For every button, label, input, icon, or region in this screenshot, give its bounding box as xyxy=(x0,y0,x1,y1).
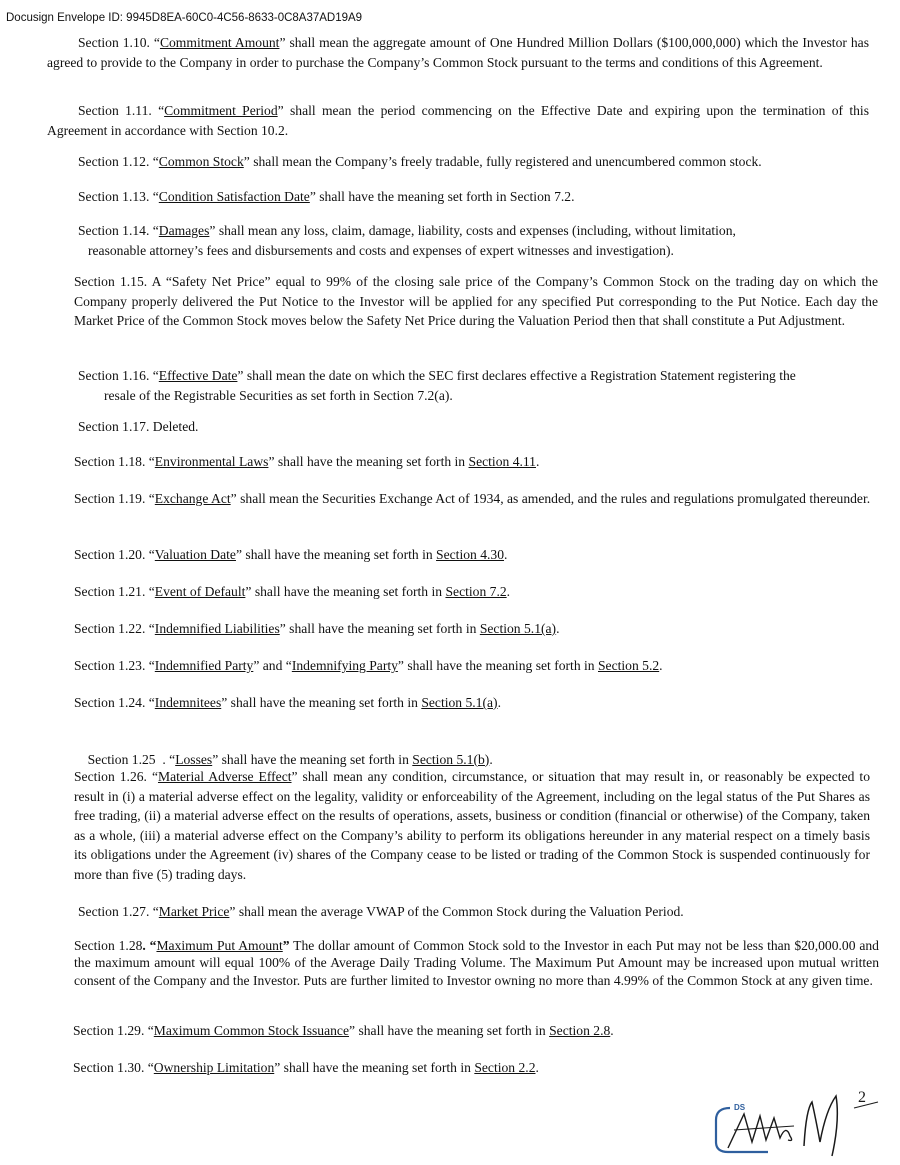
term-commitment-amount: Commitment Amount xyxy=(159,35,280,50)
initials-scribble-3 xyxy=(804,1096,837,1156)
term-maximum-put-amount: Maximum Put Amount xyxy=(156,938,283,953)
section-1-12: Section 1.12. “Common Stock” shall mean the Company’s freely tradable, fully registered and unencumbered common stock. xyxy=(78,154,762,169)
term-damages: Damages xyxy=(158,223,210,238)
term-indemnitees: Indemnitees xyxy=(154,695,222,710)
ref-section-5-1b[interactable]: Section 5.1(b) xyxy=(412,751,490,767)
section-1-23: Section 1.23. “Indemnified Party” and “Indemnifying Party” shall have the meaning set forth in Section 5.2. xyxy=(74,658,663,673)
section-1-25: Section 1.25 . “Losses” shall have the meaning set forth in Section 5.1(b). xyxy=(87,751,493,767)
section-1-26: Section 1.26. “Material Adverse Effect” shall mean any condition, circumstance, or situation that may result in, or reasonably be expected to result in (i) a material adverse effect on the legality, validity or enforceability of the Agreement, including on the legal status of the Put Shares as free trading, (ii) a material adverse effect on the results of operations, assets, business or condition (financial or otherwise) of the Company, taken as a whole, (iii) a material adverse effect on the Company’s ability to perform its obligations hereunder in any material respect on a timely basis its obligations under the Agreement (iv) shares of the Company cease to be listed or trading of the Common Stock is suspended continuously for more than five (5) trading days. xyxy=(74,769,870,882)
term-exchange-act: Exchange Act xyxy=(154,491,231,506)
term-valuation-date: Valuation Date xyxy=(154,547,236,562)
section-1-24: Section 1.24. “Indemnitees” shall have the meaning set forth in Section 5.1(a). xyxy=(74,695,501,710)
term-indemnified-liabilities: Indemnified Liabilities xyxy=(154,621,280,636)
term-indemnifying-party: Indemnifying Party xyxy=(291,658,398,673)
ref-section-4-30[interactable]: Section 4.30 xyxy=(436,547,505,562)
section-1-21: Section 1.21. “Event of Default” shall have the meaning set forth in Section 7.2. xyxy=(74,584,511,599)
docusign-initials-signature xyxy=(708,1080,888,1160)
ref-section-2-8[interactable]: Section 2.8 xyxy=(549,1023,611,1038)
ref-section-5-2[interactable]: Section 5.2 xyxy=(598,658,660,673)
section-1-20: Section 1.20. “Valuation Date” shall have the meaning set forth in Section 4.30. xyxy=(74,547,508,562)
term-market-price: Market Price xyxy=(158,904,230,919)
term-losses: Losses xyxy=(175,751,213,767)
docusign-envelope-id: Docusign Envelope ID: 9945D8EA-60C0-4C56-8633-0C8A37AD19A9 xyxy=(6,12,363,24)
section-1-15: Section 1.15. A “Safety Net Price” equal to 99% of the closing sale price of the Company’s Common Stock on the trading day on which the Company properly delivered the Put Notice to the Investor will be applied for any specified Put corresponding to the Put Notice. Each day the Market Price of the Common Stock moves below the Safety Net Price during the Valuation Period then that shall constitute a Put Adjustment. xyxy=(74,274,878,328)
ref-section-4-11[interactable]: Section 4.11 xyxy=(468,454,536,469)
section-1-18: Section 1.18. “Environmental Laws” shall have the meaning set forth in Section 4.11. xyxy=(74,454,540,469)
section-1-29: Section 1.29. “Maximum Common Stock Issuance” shall have the meaning set forth in Section 2.8. xyxy=(73,1023,614,1038)
term-environmental-laws: Environmental Laws xyxy=(154,454,269,469)
section-1-19: Section 1.19. “Exchange Act” shall mean the Securities Exchange Act of 1934, as amended, and the rules and regulations promulgated thereunder. xyxy=(74,491,871,506)
ref-section-7-2[interactable]: Section 7.2 xyxy=(445,584,507,599)
section-1-13: Section 1.13. “Condition Satisfaction Date” shall have the meaning set forth in Section 7.2. xyxy=(78,189,575,204)
ds-label: DS xyxy=(734,1103,746,1112)
term-maximum-common-stock-issuance: Maximum Common Stock Issuance xyxy=(153,1023,350,1038)
section-1-27: Section 1.27. “Market Price” shall mean the average VWAP of the Common Stock during the Valuation Period. xyxy=(78,904,684,919)
term-commitment-period: Commitment Period xyxy=(164,103,278,118)
section-1-11: Section 1.11. “Commitment Period” shall mean the period commencing on the Effective Date and expiring upon the termination of this Agreement in accordance with Section 10.2. xyxy=(47,103,869,138)
term-material-adverse-effect: Material Adverse Effect xyxy=(157,769,292,784)
section-1-14: Section 1.14. “Damages” shall mean any loss, claim, damage, liability, costs and expenses (including, without limitation, reasonable attorney’s fees and disbursements and costs and expenses of expert witnesses and investigation). xyxy=(78,223,736,258)
ref-section-2-2[interactable]: Section 2.2 xyxy=(474,1060,536,1075)
term-condition-satisfaction-date: Condition Satisfaction Date xyxy=(158,189,310,204)
section-1-17: Section 1.17. Deleted. xyxy=(78,419,199,434)
term-effective-date: Effective Date xyxy=(158,368,238,383)
page-mark: 2 xyxy=(858,1089,866,1106)
section-1-28: Section 1.28. “Maximum Put Amount” The dollar amount of Common Stock sold to the Investor in each Put may not be less than $20,000.00 and the maximum amount will equal 100% of the Average Daily Trading Volume. The Maximum Put Amount may be increased upon mutual written consent of the Company and the Investor. Puts are further limited to Investor owning no more than 4.99% of the Common Stock at any given time. xyxy=(74,938,879,988)
term-indemnified-party: Indemnified Party xyxy=(154,658,254,673)
term-common-stock: Common Stock xyxy=(158,154,244,169)
section-1-16: Section 1.16. “Effective Date” shall mean the date on which the SEC first declares effective a Registration Statement registering the resale of the Registrable Securities as set forth in Section 7.2(a). xyxy=(78,368,796,403)
ref-section-5-1a[interactable]: Section 5.1(a) xyxy=(421,695,498,710)
initials-scribble-1 xyxy=(728,1114,792,1148)
term-event-of-default: Event of Default xyxy=(154,584,246,599)
term-ownership-limitation: Ownership Limitation xyxy=(153,1060,275,1075)
section-1-10: Section 1.10. “Commitment Amount” shall mean the aggregate amount of One Hundred Million Dollars ($100,000,000) which the Investor has agreed to provide to the Company in order to purchase the Company’s Common Stock pursuant to the terms and conditions of this Agreement. xyxy=(47,35,869,70)
section-1-22: Section 1.22. “Indemnified Liabilities” shall have the meaning set forth in Section 5.1(a). xyxy=(74,621,560,636)
ref-section-5-1a[interactable]: Section 5.1(a) xyxy=(479,621,557,636)
section-1-30: Section 1.30. “Ownership Limitation” shall have the meaning set forth in Section 2.2. xyxy=(73,1060,539,1075)
